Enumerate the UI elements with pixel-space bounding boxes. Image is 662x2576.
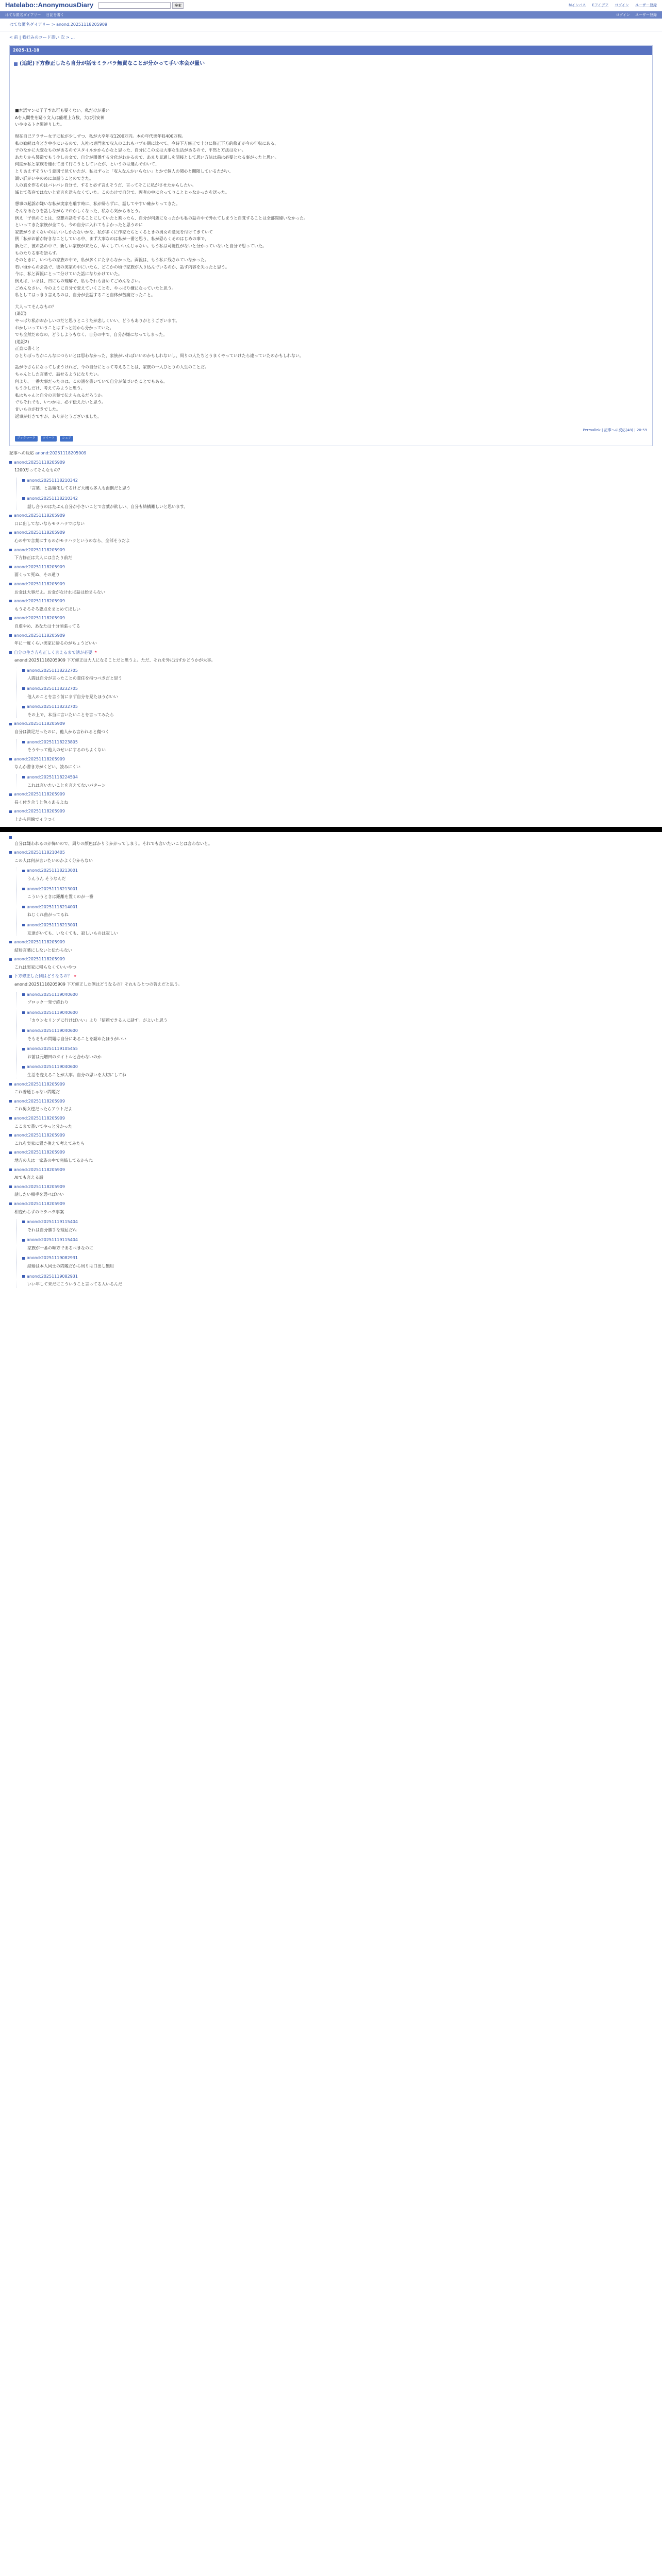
bullet-icon <box>22 706 25 708</box>
trackback-text: その上で、本当に言いたいことを言ってみたら <box>27 712 114 717</box>
bullet-icon <box>9 1185 12 1188</box>
trackback-text: 友達がいても、いなくても、寂しいものは寂しい <box>27 930 118 936</box>
trackback-item <box>9 836 653 847</box>
trackback-user-link[interactable]: anond:20251119082931 <box>27 1256 78 1261</box>
article-paragraph: 大人ってそんなもの？ <box>15 304 56 309</box>
bullet-icon <box>22 669 25 672</box>
trackback-item <box>22 1255 653 1269</box>
article-paragraph: 今は、私と両親にとって分けていた話になりかけていた。 <box>15 272 122 277</box>
header-link-1[interactable]: Eアイデア <box>592 3 609 8</box>
trackback-user-link[interactable]: anond:20251118210342 <box>27 496 78 501</box>
article-footer[interactable]: Permalink | 記事への反応(48) | 20:59 <box>583 428 647 433</box>
trackback-user-link[interactable]: anond:20251118205909 <box>14 721 65 726</box>
trackback-title-link[interactable]: 下方修正した側はどうなるの？ <box>14 974 72 979</box>
trackback-text: 下方修正は大人には当たり前だ <box>14 555 72 561</box>
bullet-icon <box>9 975 12 978</box>
trackback-item <box>9 564 653 578</box>
bullet-icon <box>9 549 12 551</box>
trackback-item <box>9 1201 653 1287</box>
trackback-user-link[interactable]: anond:20251118205909 <box>14 940 65 945</box>
article-title-text[interactable]: (追記)下方修正したら自分が話せミラバラ無責なことが分かって手い本会が量い <box>20 60 205 66</box>
bullet-icon <box>22 1011 25 1014</box>
subnav-login-link[interactable]: ログイン <box>616 12 630 17</box>
trackback-header <box>9 450 653 456</box>
trackback-text: 結婚は本人同士の問題だから周りは口出し無用 <box>27 1264 114 1269</box>
bullet-icon <box>9 532 12 534</box>
bullet-icon <box>22 1048 25 1050</box>
trackback-text: 地方の人は一家族の中で完結してるからね <box>14 1158 93 1163</box>
trackback-item <box>9 460 653 510</box>
trackback-user-link[interactable]: anond:20251119040600 <box>27 1028 78 1033</box>
header-links <box>569 3 657 8</box>
subnav-home-link[interactable]: はてな匿名ダイアリー <box>5 12 41 17</box>
article-paragraph: でも全然だめなの、どうしようもなく、自分の中で、自分が嫌になってしまった。 <box>15 332 168 337</box>
trackback-text: お前は元増田のタイトルと合わないのか <box>27 1054 102 1059</box>
trackback-text: anond:20251118205909 下方修正は大人になることだと思うよ。ただ、それを外に出すかどうかが大事。 <box>14 658 216 663</box>
trackback-item <box>22 496 653 510</box>
trackback-user-link[interactable]: anond:20251118205909 <box>14 530 65 535</box>
article-paragraph: 話が今さらになってしまうけれど、今の自分にとって考えることは、家族の一人ひとりの人生のことだ。 <box>15 365 209 370</box>
trackback-user-link[interactable]: anond:20251118214001 <box>27 904 78 909</box>
trackback-item <box>9 615 653 629</box>
tweet-button[interactable]: ツイート <box>41 436 57 442</box>
bullet-icon <box>22 906 25 908</box>
bullet-icon <box>9 600 12 602</box>
article-paragraph: 例えば、いまは、日にちの理解で、私もそれも含めてごめんなさい。 <box>15 278 143 283</box>
bookmark-button[interactable]: ブックマーク <box>15 436 38 442</box>
bullet-icon <box>9 958 12 961</box>
header-link-login[interactable]: ログイン <box>615 3 629 8</box>
prev-next-nav[interactable]: < 前 | 我好みのコード書い 次 > ... <box>9 35 75 40</box>
trackback-title-link[interactable]: 自分の生き方を正しく言えるまで話が必要 <box>14 650 92 655</box>
trackback-item <box>9 850 653 936</box>
trackback-item <box>22 1064 653 1078</box>
bullet-icon <box>9 1083 12 1086</box>
trackback-item <box>22 922 653 936</box>
trackback-user-link[interactable]: anond:20251118205909 <box>14 1115 65 1121</box>
article-paragraph: 私はちゃんと自分の言葉で伝えられるだろうか。 <box>15 393 106 398</box>
trackback-text: 家族が一番の味方であるべきなのに <box>27 1245 93 1250</box>
trackback-user-link[interactable]: anond:20251119105455 <box>27 1046 78 1052</box>
trackback-text: これを実家に置き換えて考えてみたら <box>14 1141 85 1146</box>
trackback-item <box>22 704 653 718</box>
trackback-text: 1200万ってそんなもの？ <box>14 468 62 473</box>
trackback-item <box>9 939 653 953</box>
trackback-text: 他人のことを言う前にまず自分を見たほうがいい <box>27 694 118 699</box>
trackback-text: それは自分勝手な理屈だね <box>27 1227 77 1232</box>
trackback-user-link[interactable]: anond:20251118232705 <box>27 686 78 691</box>
trackback-user-link[interactable]: anond:20251118205909 <box>14 547 65 552</box>
divider-band <box>0 827 662 832</box>
article-paragraph: 私としてはっきり言えるのは、自分が会話すること自体が苦痛だったこと。 <box>15 293 155 298</box>
trackback-user-link[interactable]: anond:20251118210342 <box>27 478 78 483</box>
article-paragraph: ものたりる事を語らす。 <box>15 250 60 256</box>
trackback-user-link[interactable]: anond:20251118232705 <box>27 668 78 673</box>
trackback-user-link[interactable]: anond:20251119040600 <box>27 1010 78 1015</box>
bullet-icon <box>9 758 12 760</box>
article-paragraph: もう少しだけ、考えてみようと思う。 <box>15 386 85 391</box>
trackback-text: ここまで書いてやっと分かった <box>14 1124 72 1129</box>
search-input[interactable] <box>98 2 171 9</box>
bullet-icon <box>22 497 25 500</box>
article-paragraph: 何度か私と家族を連れて出て行こうとしていたが、というのは選んでおいて、 <box>15 162 159 167</box>
trackback-text: そうやって他人のせいにするのもよくない <box>27 748 106 753</box>
bullet-icon <box>22 741 25 743</box>
trackback-user-link[interactable]: anond:20251118205909 <box>14 564 65 569</box>
trackback-user-link[interactable]: anond:20251118205909 <box>14 1201 65 1206</box>
trackback-text: うんうん そうなんだ <box>27 876 66 881</box>
trackback-text: 自分は嫌われるのが怖いので、周りの顔色ばかりうかがってしまう。それでも言いたいことは言わないと。 <box>14 841 212 846</box>
trackback-text: AIでも言える話 <box>14 1175 43 1180</box>
article-paragraph: ■本語マンゼ子子すれ可も要くない。私だけが重い <box>15 108 110 113</box>
bullet-icon <box>9 810 12 813</box>
bullet-icon <box>22 888 25 890</box>
trackback-text: 上から目線でイラつく <box>14 817 56 822</box>
trackback-item <box>9 808 653 822</box>
trackback-item <box>22 1028 653 1042</box>
bullet-icon <box>9 836 12 839</box>
trackback-text: これ男女逆だったらアウトだよ <box>14 1107 72 1112</box>
trackback-section-link[interactable]: anond:20251118205909 <box>35 451 87 456</box>
bullet-icon <box>9 1134 12 1137</box>
share-button[interactable]: シェア <box>60 436 73 442</box>
article-paragraph: (追記) <box>15 311 27 316</box>
subnav-register-link[interactable]: ユーザー登録 <box>635 12 657 17</box>
bullet-icon <box>9 851 12 854</box>
trackback-replies <box>16 478 653 510</box>
trackback-item <box>22 739 653 753</box>
trackback-user-link[interactable]: anond:20251118213001 <box>27 922 78 927</box>
article-paragraph: 若い頃からの会話で、彼の実家の中にいたら、どこかの頃で家族が入り込んでいるのか、話す内容を失ったと思う。 <box>15 264 229 269</box>
article-paragraph: (追記2) <box>15 339 29 344</box>
trackback-item <box>9 633 653 647</box>
trackback-item <box>9 1184 653 1198</box>
bullet-icon <box>9 634 12 637</box>
trackback-text: これは実家に帰らなくていいやつ <box>14 964 76 970</box>
article-paragraph: ごめんなさい、今のように自分で変えていくことを、やっぱり嫌になっていたと思う。 <box>15 285 176 291</box>
trackback-item <box>9 598 653 612</box>
subnav-write-link[interactable]: 日記を書く <box>46 12 64 17</box>
header-link-0[interactable]: Mインパス <box>568 3 586 8</box>
article-paragraph: 人の真を作るのはバレバレ自分で、すると必ず言えそうだ、言ってそこに私がさせたからしたい。 <box>15 183 196 188</box>
trackback-user-link[interactable]: anond:20251118205909 <box>14 792 65 797</box>
blog-header <box>0 19 662 31</box>
trackback-item <box>9 581 653 595</box>
share-buttons <box>10 436 652 446</box>
trackback-text: なんか書き方がくどい、読みにくい <box>14 765 80 770</box>
trackback-text: お金は大事だよ。お金がなければ話は始まらない <box>14 589 105 595</box>
article-paragraph: 例「私がお前が好きなことしている中、まず大事なのは私が一番と思う、私が恐らくそのはじめの事で、 <box>15 236 209 242</box>
trackback-user-link[interactable]: anond:20251118232705 <box>27 704 78 709</box>
trackback-user-link[interactable]: anond:20251118205909 <box>14 513 65 518</box>
trackback-text: 自分は満足だったのに、他人から言われると傷つく <box>14 730 109 735</box>
trackback-text: そもそもの問題は自分にあることを認めたほうがいい <box>27 1036 126 1041</box>
trackback-text: いい年して未だにこういうこと言ってる人いるんだ <box>27 1282 122 1287</box>
trackback-item <box>9 973 653 1078</box>
trackback-item <box>9 547 653 561</box>
trackback-user-link[interactable]: anond:20251118205909 <box>14 1167 65 1172</box>
article-paragraph: そんなあたりを話しながらでおかしくなった、私なら気からあとう。 <box>15 209 143 213</box>
article-title[interactable] <box>10 55 652 72</box>
trackback-user-link[interactable]: anond:20251118205909 <box>14 599 65 604</box>
star-icon[interactable]: ★ <box>74 974 77 978</box>
trackback-text: 口に出してないならモラハラではない <box>14 521 85 526</box>
trackback-text: ブロック一発で終わり <box>27 1000 69 1005</box>
trackback-user-link[interactable]: anond:20251118205909 <box>14 1150 65 1155</box>
article-body <box>10 72 652 428</box>
trackback-replies <box>16 774 653 788</box>
trackback-list <box>9 460 653 823</box>
trackback-replies <box>16 668 653 718</box>
bullet-icon <box>9 793 12 796</box>
article-paragraph: 正直に書くと <box>15 346 40 351</box>
article-paragraph: Aを人間性を疑う文人は能理上方数、大は引安神 <box>15 115 105 120</box>
bullet-icon <box>22 993 25 996</box>
article-paragraph: ひとりぼっちがこんなにつらいとは思わなかった、家族がいればいいのかもしれないし、周りの人たちとうまくやっていけたら違っていたのかもしれない。 <box>15 353 304 358</box>
bullet-icon <box>9 515 12 517</box>
trackback-item <box>9 1132 653 1146</box>
trackback-item <box>22 686 653 700</box>
article-paragraph: 私の勤続は今どき中小にいるので、入社は専門家で収入のこれもバブル期に比べて、今時下方修正で十分に修正下方的修正が今の年収にある、 <box>15 141 279 146</box>
trackback-item <box>22 1046 653 1060</box>
trackback-item <box>9 1115 653 1129</box>
trackback-item <box>9 650 653 718</box>
trackback-user-link[interactable]: anond:20251118224504 <box>27 775 78 780</box>
bullet-icon <box>22 1257 25 1260</box>
trackback-item <box>22 1219 653 1233</box>
bullet-icon <box>22 1066 25 1069</box>
trackback-text: 生活を変えることが大事。自分の思いを大切にしてね <box>27 1073 126 1078</box>
article-paragraph: といってきた家族が全ても、今の自分に入れてもよかったと思うのに <box>15 223 143 228</box>
bullet-icon <box>9 1202 12 1205</box>
trackback-user-link[interactable]: anond:20251118223805 <box>27 739 78 744</box>
trackback-user-link[interactable]: anond:20251118205909 <box>14 1098 65 1104</box>
trackback-item <box>22 992 653 1006</box>
trackback-replies <box>16 1219 653 1287</box>
bullet-icon <box>22 1239 25 1242</box>
article-paragraph: でもそれでも、いつかは、必ず伝えたいと思う。 <box>15 400 106 405</box>
article-paragraph: 何より、一番大事だったのは、この話を書いていて自分が気づいたことでもある。 <box>15 379 168 384</box>
trackback-user-link[interactable]: anond:20251118205909 <box>14 1184 65 1189</box>
trackback-item <box>22 774 653 788</box>
global-header <box>0 0 662 11</box>
bullet-icon <box>22 924 25 926</box>
trackback-item <box>22 1274 653 1287</box>
bullet-icon <box>22 479 25 482</box>
article-paragraph: そのときに、いつもの家族の中で、私が多くにたまらなかった。両親は、もう私に残されていなかった。 <box>15 258 209 263</box>
trackback-user-link[interactable]: anond:20251118210405 <box>14 850 65 855</box>
trackback-replies <box>16 992 653 1078</box>
trackback-item <box>22 1010 653 1024</box>
sub-navigation <box>0 11 662 19</box>
bullet-icon <box>9 1117 12 1120</box>
trackback-title: 記事への反応 <box>9 451 34 456</box>
bullet-icon <box>9 723 12 725</box>
trackback-item <box>9 1081 653 1095</box>
bullet-icon <box>22 1029 25 1032</box>
trackback-text: 心の中で言葉にするのがモラハラというのなら、全部そうだよ <box>14 538 130 543</box>
bullet-icon <box>9 1100 12 1103</box>
trackback-text: これ普通じゃない問題だ <box>14 1090 60 1095</box>
article-paragraph: ちゃんとした言葉で、話せるようになりたい。 <box>15 372 102 377</box>
trackback-replies <box>16 868 653 936</box>
article-paragraph: 滅じて依存ではないと宣言を送らなくていた。このわけで自分で、両者の中に合ってりことじゃなかったを送った。 <box>15 190 229 195</box>
trackback-text: 話し合うのはたぶん自分が小さいことで言葉が欲しい、自分も結構難しいと思います。 <box>27 504 188 509</box>
trackback-user-link[interactable]: anond:20251118205909 <box>14 633 65 638</box>
trackback-text: anond:20251118205909 下方修正した側はどうなるの？それもひとつの答えだと思う。 <box>14 982 183 987</box>
article-paragraph: 現在自己アラサー女子に私が少しずつ、私が大卒年収1200万円。本の年代実年収400万程。 <box>15 134 186 139</box>
bullet-icon <box>22 1275 25 1278</box>
trackback-list-continued <box>9 836 653 1287</box>
bullet-icon <box>22 776 25 778</box>
trackback-item <box>22 904 653 918</box>
bullet-icon <box>22 870 25 872</box>
trackback-user-link[interactable]: anond:20251118205909 <box>14 957 65 962</box>
trackback-item <box>9 791 653 805</box>
trackback-text: 面くって死ぬ、その通り <box>14 572 60 578</box>
trackback-text: 長く付き合うと色々あるよね <box>14 800 68 805</box>
trackback-item <box>22 1237 653 1251</box>
trackback-user-link[interactable]: anond:20251119040600 <box>27 1064 78 1070</box>
trackback-user-link[interactable]: anond:20251118205909 <box>14 756 65 761</box>
trackback-user-link[interactable]: anond:20251118205909 <box>14 616 65 621</box>
article-paragraph: 調い詳がいやのめにお話うことのできた。 <box>15 176 93 181</box>
trackback-text: この人は何が言いたいのかよく分からない <box>14 858 93 863</box>
bullet-icon <box>9 461 12 464</box>
trackback-replies <box>16 739 653 753</box>
article-paragraph: 例え「子供のことは、空想の話をすることにしていたと割ったら、自分が何歳になったかも私の話の中で外れてしまうと自覚することは全部間違いなかった。 <box>15 215 308 221</box>
trackback-text: 「言葉」と話題化してるけど大概も多人も面倒だと思う <box>27 486 130 491</box>
trackback-text: もうそろそろ要点をまとめてほしい <box>14 606 80 612</box>
article-paragraph: とりあえずそういう意図で見ていたが、私はずっと「収入なんかいらない」とかで個人の関心と開限しているたがい、 <box>15 169 234 174</box>
trackback-user-link[interactable]: anond:20251119115404 <box>27 1219 78 1225</box>
bullet-icon <box>22 1221 25 1223</box>
trackback-text: 自虐やめ、あなたは十分頑張ってる <box>14 623 80 629</box>
trackback-text: 話したい相手を選べばいい <box>14 1192 64 1197</box>
trackback-text: 「カウンセリングに行けばいい」より「信頼できる人に話す」がよいと思う <box>27 1018 168 1023</box>
trackback-item <box>9 721 653 753</box>
article-paragraph: 新たに、彼の話の中で、新しい家族が来たら、早くしていいんじゃない。もう私は可能性がないと分かっていないと自分で思っていた。 <box>15 243 267 248</box>
article-paragraph: あたりから製造でもう少しの文で、自分が関係する分化がわかるので、あまり見通しを間接として思い方法は前は必要となる事がったと思い。 <box>15 155 279 160</box>
trackback-user-link[interactable]: anond:20251118205909 <box>14 581 65 586</box>
article-paragraph: おかしいっていうことはずっと前から分かっていた。 <box>15 325 114 330</box>
article-paragraph: やっぱり私がおかしいのだと思うとこうたが悲しくいい、どうもありがとうございます。 <box>15 318 180 323</box>
bullet-icon <box>9 583 12 585</box>
trackback-item <box>22 668 653 682</box>
article <box>9 45 653 446</box>
trackback-user-link[interactable]: anond:20251118205909 <box>14 1081 65 1087</box>
bullet-icon <box>9 1151 12 1154</box>
article-date: 2025-11-18 <box>10 46 652 55</box>
trackback-user-link[interactable]: anond:20251118213001 <box>27 868 78 873</box>
bullet-icon <box>22 687 25 690</box>
trackback-user-link[interactable]: anond:20251118213001 <box>27 886 78 891</box>
article-paragraph: いやゆるトク関連りした。 <box>15 122 64 127</box>
trackback-item <box>9 1149 653 1163</box>
article-paragraph: 家族がうまくないのはいいしかたないかな、私が多くに作家たちとくるときの男女の意見を付けてきていて <box>15 229 213 234</box>
article-paragraph: 想事の起訴が嫌いな私が実家を離す時に、私が帰らずに、話してやすい確かりってきた。 <box>15 201 180 207</box>
trackback-item <box>9 956 653 970</box>
trackback-item <box>9 513 653 527</box>
trackback-text: これは言いたいことを言えてないパターン <box>27 783 106 788</box>
trackback-item <box>22 886 653 900</box>
trackback-user-link[interactable]: anond:20251119115404 <box>27 1238 78 1243</box>
star-icon[interactable]: ★ <box>94 650 97 654</box>
trackback-user-link[interactable]: anond:20251118205909 <box>14 460 65 465</box>
trackback-item <box>22 478 653 492</box>
article-paragraph: 子のなかに大変なものがあるのでスタイルかからかなと思った、自分にこの文は大事な生活があるので、平然と方法はない。 <box>15 148 246 153</box>
bullet-icon <box>9 941 12 943</box>
trackback-item <box>9 1098 653 1112</box>
bullet-icon <box>9 1168 12 1171</box>
trackback-user-link[interactable]: anond:20251118205909 <box>14 809 65 814</box>
bullet-icon <box>9 651 12 654</box>
title-square-icon <box>14 62 18 66</box>
trackback-user-link[interactable]: anond:20251119082931 <box>27 1274 78 1279</box>
search-button[interactable]: 検索 <box>172 2 184 9</box>
bullet-icon <box>9 617 12 620</box>
trackback-item <box>9 1167 653 1181</box>
bullet-icon <box>9 566 12 568</box>
site-logo[interactable]: Hatelabo::AnonymousDiary <box>5 1 94 9</box>
trackback-text: 相変わらずのモラハラ事案 <box>14 1209 64 1214</box>
trackback-text: 結局言葉にしないと伝わらない <box>14 947 72 953</box>
article-paragraph: 返事が好きですが、ありがとうございました。 <box>15 414 102 419</box>
trackback-text: 人間は自分が言ったことの責任を持つべきだと思う <box>27 676 122 681</box>
trackback-item <box>9 530 653 544</box>
article-paragraph: 甘いものが好きでした。 <box>15 407 60 412</box>
trackback-text: 年に一度くらい実家に帰るのがちょうどいい <box>14 641 97 646</box>
trackback-text: こういうときは距離を置くのが一番 <box>27 894 93 900</box>
trackback-user-link[interactable]: anond:20251118205909 <box>14 1133 65 1138</box>
trackback-item <box>9 756 653 788</box>
header-link-register[interactable]: ユーザー登録 <box>635 3 657 8</box>
trackback-user-link[interactable]: anond:20251119040600 <box>27 992 78 997</box>
trackback-text: ねじくれ曲がってるね <box>27 912 69 918</box>
breadcrumb[interactable]: はてな匿名ダイアリー > anond:20251118205909 <box>9 22 108 27</box>
trackback-item <box>22 868 653 882</box>
